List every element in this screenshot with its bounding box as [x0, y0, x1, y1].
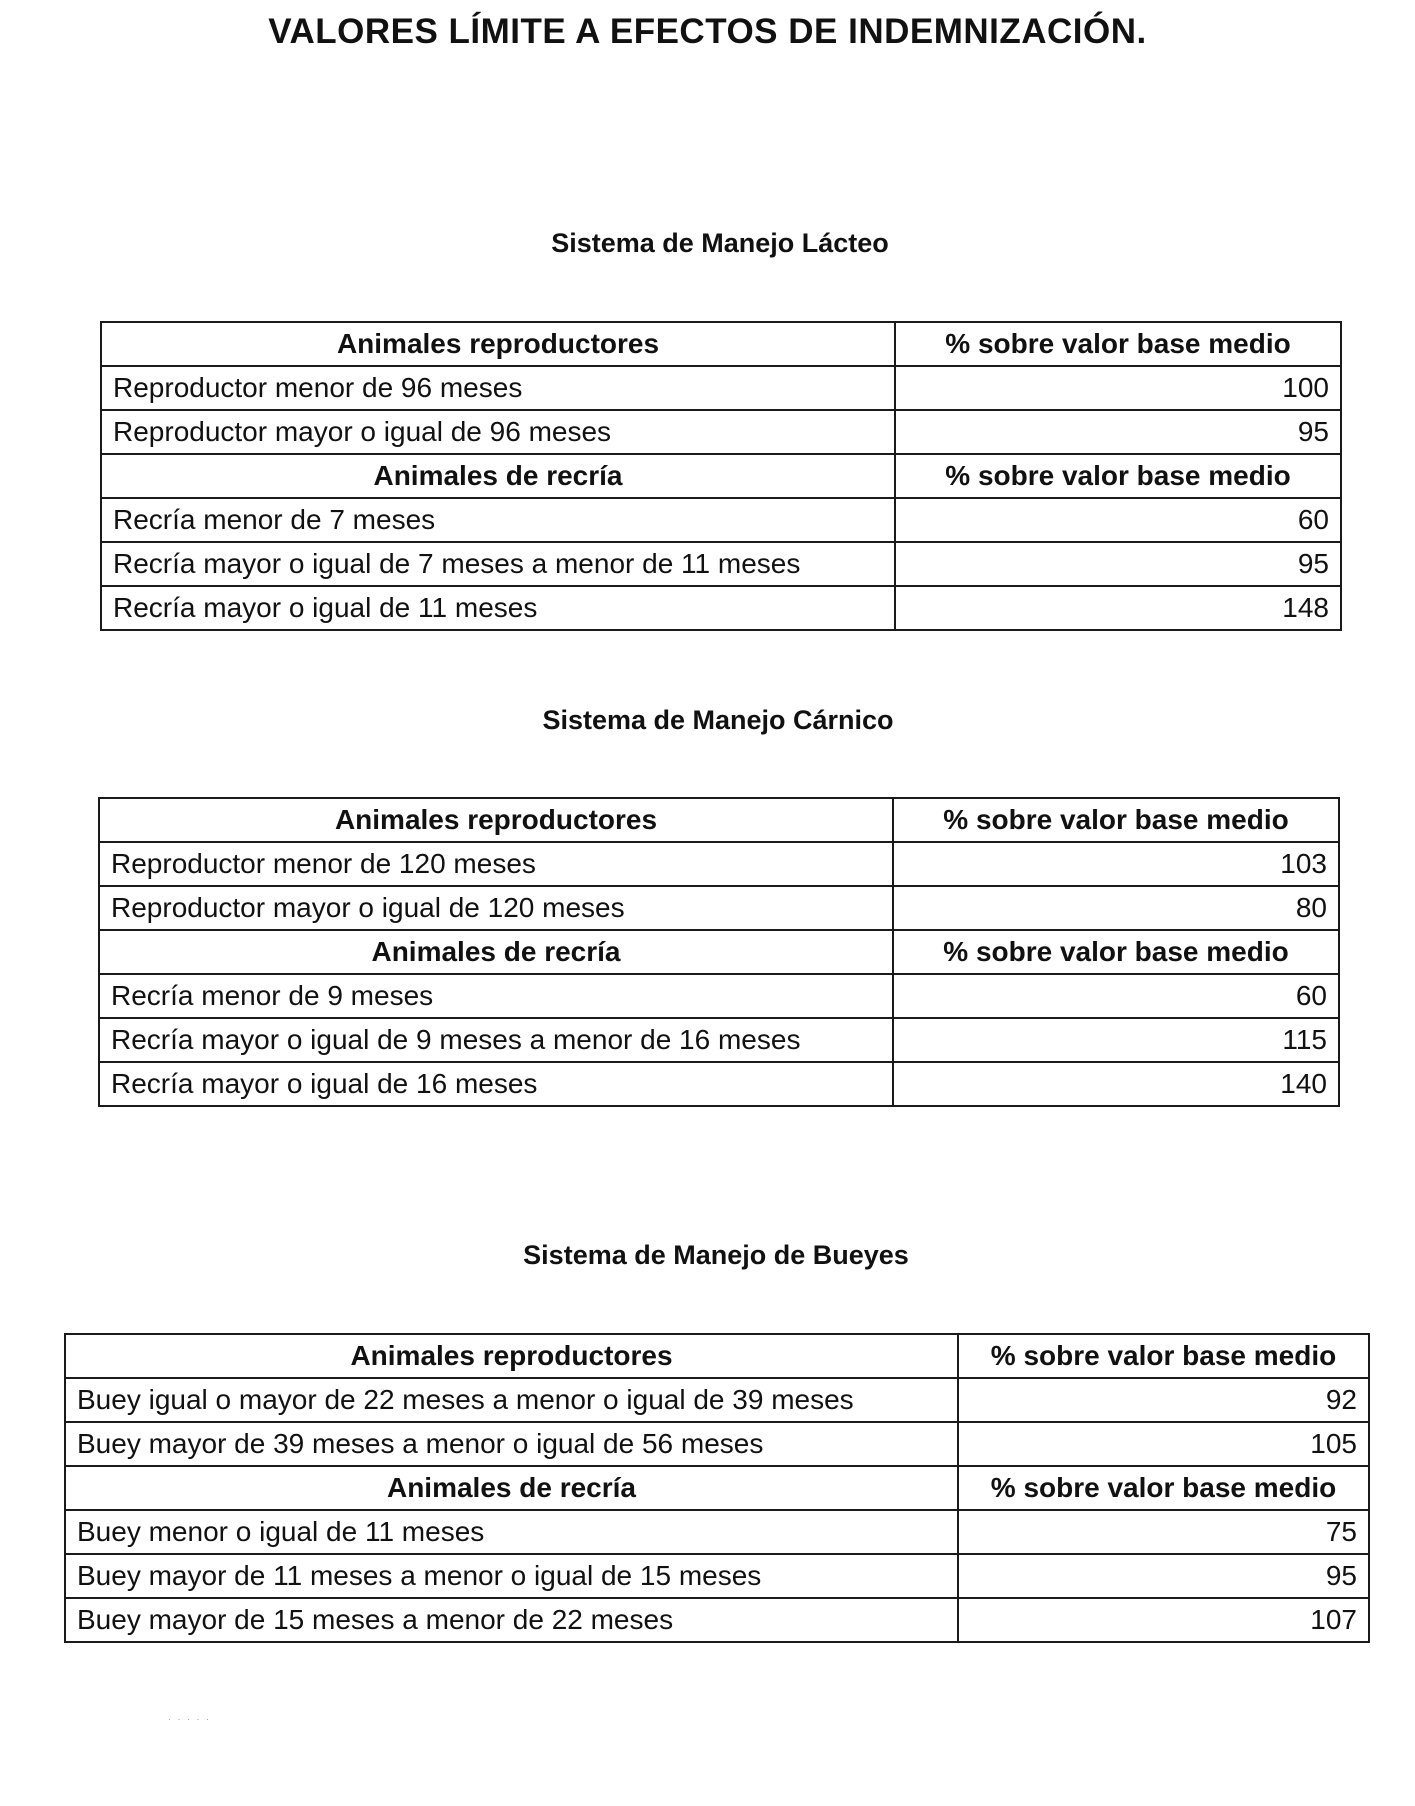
row-label: Reproductor mayor o igual de 120 meses [99, 886, 893, 930]
table-bueyes [64, 1333, 1370, 1643]
table-header-row [99, 930, 1339, 974]
value-header: % sobre valor base medio [958, 1334, 1369, 1378]
row-value: 103 [893, 842, 1339, 886]
row-value: 95 [895, 410, 1341, 454]
table-lacteo [100, 321, 1342, 631]
table-row [99, 1018, 1339, 1062]
table-header-row [65, 1466, 1369, 1510]
value-header: % sobre valor base medio [958, 1466, 1369, 1510]
table-carnico [98, 797, 1340, 1107]
table-header-row [65, 1334, 1369, 1378]
row-value: 115 [893, 1018, 1339, 1062]
row-label: Recría mayor o igual de 11 meses [101, 586, 895, 630]
table-row [65, 1422, 1369, 1466]
row-value: 75 [958, 1510, 1369, 1554]
row-value: 148 [895, 586, 1341, 630]
value-header: % sobre valor base medio [895, 322, 1341, 366]
section-heading-carnico: Sistema de Manejo Cárnico [542, 705, 894, 735]
row-label: Recría mayor o igual de 9 meses a menor de 16 meses [99, 1018, 893, 1062]
row-value: 105 [958, 1422, 1369, 1466]
row-label: Recría menor de 7 meses [101, 498, 895, 542]
value-header: % sobre valor base medio [893, 930, 1339, 974]
table-row [65, 1598, 1369, 1642]
table-header-row [101, 454, 1341, 498]
group-header: Animales de recría [65, 1466, 958, 1510]
row-label: Reproductor mayor o igual de 96 meses [101, 410, 895, 454]
row-label: Recría menor de 9 meses [99, 974, 893, 1018]
table-row [65, 1378, 1369, 1422]
table-row [65, 1510, 1369, 1554]
group-header: Animales reproductores [101, 322, 895, 366]
value-header: % sobre valor base medio [893, 798, 1339, 842]
table-row [101, 542, 1341, 586]
row-value: 107 [958, 1598, 1369, 1642]
row-label: Recría mayor o igual de 16 meses [99, 1062, 893, 1106]
row-label: Reproductor menor de 96 meses [101, 366, 895, 410]
table-row [101, 366, 1341, 410]
table-header-row [101, 322, 1341, 366]
group-header: Animales de recría [101, 454, 895, 498]
row-value: 80 [893, 886, 1339, 930]
table-row [99, 842, 1339, 886]
table-row [99, 1062, 1339, 1106]
row-label: Buey menor o igual de 11 meses [65, 1510, 958, 1554]
page-title: VALORES LÍMITE A EFECTOS DE INDEMNIZACIÓN. [268, 12, 1147, 51]
row-label: Buey mayor de 39 meses a menor o igual de 56 meses [65, 1422, 958, 1466]
row-value: 92 [958, 1378, 1369, 1422]
table-row [101, 410, 1341, 454]
group-header: Animales reproductores [65, 1334, 958, 1378]
row-value: 140 [893, 1062, 1339, 1106]
group-header: Animales de recría [99, 930, 893, 974]
row-value: 60 [895, 498, 1341, 542]
table-row [65, 1554, 1369, 1598]
row-label: Buey mayor de 11 meses a menor o igual de 15 meses [65, 1554, 958, 1598]
value-header: % sobre valor base medio [895, 454, 1341, 498]
row-value: 95 [958, 1554, 1369, 1598]
row-label: Buey mayor de 15 meses a menor de 22 meses [65, 1598, 958, 1642]
row-value: 100 [895, 366, 1341, 410]
table-row [99, 974, 1339, 1018]
table-row [101, 586, 1341, 630]
table-header-row [99, 798, 1339, 842]
row-label: Buey igual o mayor de 22 meses a menor o igual de 39 meses [65, 1378, 958, 1422]
row-value: 60 [893, 974, 1339, 1018]
scan-artifact: · · · · · [168, 1714, 211, 1724]
table-row [99, 886, 1339, 930]
row-label: Recría mayor o igual de 7 meses a menor de 11 meses [101, 542, 895, 586]
table-row [101, 498, 1341, 542]
row-value: 95 [895, 542, 1341, 586]
row-label: Reproductor menor de 120 meses [99, 842, 893, 886]
group-header: Animales reproductores [99, 798, 893, 842]
section-heading-bueyes: Sistema de Manejo de Bueyes [523, 1240, 909, 1270]
section-heading-lacteo: Sistema de Manejo Lácteo [551, 228, 889, 258]
